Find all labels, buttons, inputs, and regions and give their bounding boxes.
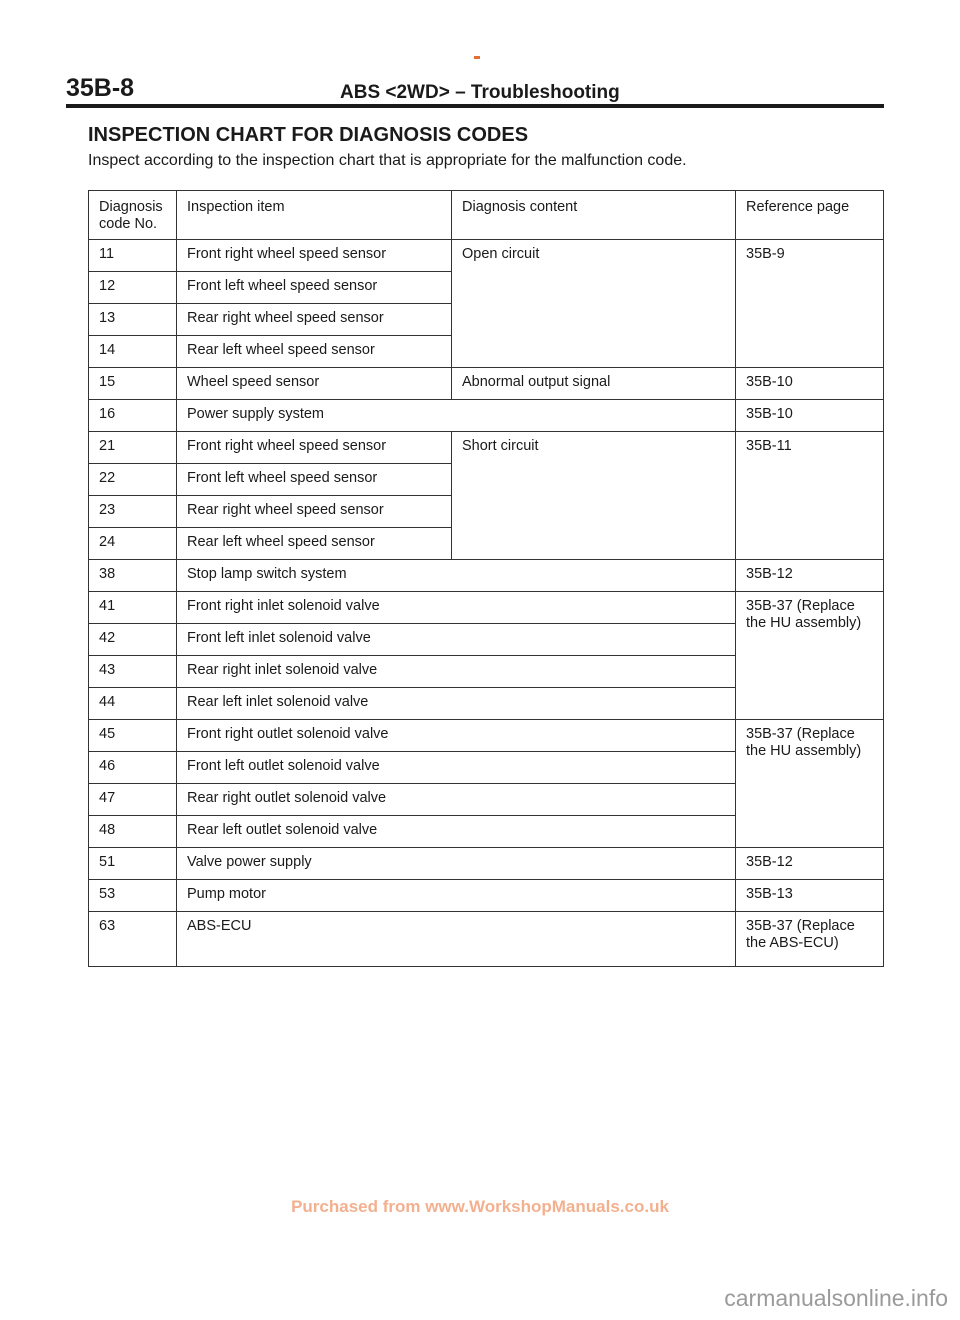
item-cell: Rear right outlet solenoid valve xyxy=(177,784,736,816)
reference-cell: 35B-12 xyxy=(736,848,884,880)
code-cell: 14 xyxy=(89,336,177,368)
purchase-watermark: Purchased from www.WorkshopManuals.co.uk xyxy=(291,1197,669,1216)
item-cell: Front right wheel speed sensor xyxy=(177,240,452,272)
item-cell: Front right outlet solenoid valve xyxy=(177,720,736,752)
header-code: Diagnosis code No. xyxy=(89,191,177,240)
header-content: Diagnosis content xyxy=(452,191,736,240)
table-row xyxy=(89,240,884,272)
item-cell: Front right wheel speed sensor xyxy=(177,432,452,464)
header-reference: Reference page xyxy=(736,191,884,240)
code-cell: 21 xyxy=(89,432,177,464)
item-cell: Wheel speed sensor xyxy=(177,368,452,400)
item-cell: Rear left inlet solenoid valve xyxy=(177,688,736,720)
reference-cell: 35B-37 (Replace the ABS-ECU) xyxy=(736,912,884,967)
code-cell: 16 xyxy=(89,400,177,432)
item-cell: Pump motor xyxy=(177,880,736,912)
code-cell: 44 xyxy=(89,688,177,720)
item-cell: Front left wheel speed sensor xyxy=(177,464,452,496)
reference-cell: 35B-12 xyxy=(736,560,884,592)
table-row xyxy=(89,848,884,880)
item-cell: Front left outlet solenoid valve xyxy=(177,752,736,784)
item-cell: Stop lamp switch system xyxy=(177,560,736,592)
page-number: 35B-8 xyxy=(66,74,135,102)
content-cell: Abnormal output signal xyxy=(452,368,736,400)
item-cell: Rear left wheel speed sensor xyxy=(177,528,452,560)
code-cell: 42 xyxy=(89,624,177,656)
table-header-row xyxy=(89,191,884,240)
code-cell: 53 xyxy=(89,880,177,912)
section-intro: Inspect according to the inspection chart that is appropriate for the malfunction code. xyxy=(88,152,687,169)
table-row xyxy=(89,368,884,400)
table-row xyxy=(89,880,884,912)
table-row xyxy=(89,592,884,624)
code-cell: 45 xyxy=(89,720,177,752)
code-cell: 15 xyxy=(89,368,177,400)
item-cell: Rear right wheel speed sensor xyxy=(177,304,452,336)
code-cell: 13 xyxy=(89,304,177,336)
page-header-title: ABS <2WD> – Troubleshooting xyxy=(340,82,620,103)
code-cell: 24 xyxy=(89,528,177,560)
code-cell: 12 xyxy=(89,272,177,304)
item-cell: Rear right wheel speed sensor xyxy=(177,496,452,528)
code-cell: 23 xyxy=(89,496,177,528)
table-row xyxy=(89,560,884,592)
code-cell: 41 xyxy=(89,592,177,624)
item-cell: Front right inlet solenoid valve xyxy=(177,592,736,624)
table-row xyxy=(89,912,884,967)
table-row xyxy=(89,400,884,432)
reference-cell: 35B-37 (Replace the HU assembly) xyxy=(736,592,884,720)
code-cell: 22 xyxy=(89,464,177,496)
header-rule xyxy=(66,104,884,108)
item-cell: Rear left outlet solenoid valve xyxy=(177,816,736,848)
reference-cell: 35B-9 xyxy=(736,240,884,368)
item-cell: ABS-ECU xyxy=(177,912,736,967)
reference-cell: 35B-37 (Replace the HU assembly) xyxy=(736,720,884,848)
reference-cell: 35B-10 xyxy=(736,368,884,400)
item-cell: Power supply system xyxy=(177,400,736,432)
code-cell: 38 xyxy=(89,560,177,592)
section-title: INSPECTION CHART FOR DIAGNOSIS CODES xyxy=(88,124,529,146)
item-cell: Valve power supply xyxy=(177,848,736,880)
item-cell: Front left wheel speed sensor xyxy=(177,272,452,304)
item-cell: Rear right inlet solenoid valve xyxy=(177,656,736,688)
table-row xyxy=(89,720,884,752)
site-watermark: carmanualsonline.info xyxy=(724,1285,948,1311)
item-cell: Rear left wheel speed sensor xyxy=(177,336,452,368)
reference-cell: 35B-11 xyxy=(736,432,884,560)
content-cell: Short circuit xyxy=(452,432,736,560)
table-row xyxy=(89,432,884,464)
content-cell: Open circuit xyxy=(452,240,736,368)
reference-cell: 35B-13 xyxy=(736,880,884,912)
code-cell: 63 xyxy=(89,912,177,967)
code-cell: 43 xyxy=(89,656,177,688)
code-cell: 11 xyxy=(89,240,177,272)
code-cell: 51 xyxy=(89,848,177,880)
code-cell: 46 xyxy=(89,752,177,784)
header-item: Inspection item xyxy=(177,191,452,240)
decorative-dot xyxy=(474,56,480,59)
code-cell: 47 xyxy=(89,784,177,816)
reference-cell: 35B-10 xyxy=(736,400,884,432)
item-cell: Front left inlet solenoid valve xyxy=(177,624,736,656)
code-cell: 48 xyxy=(89,816,177,848)
inspection-chart-table xyxy=(88,190,884,967)
